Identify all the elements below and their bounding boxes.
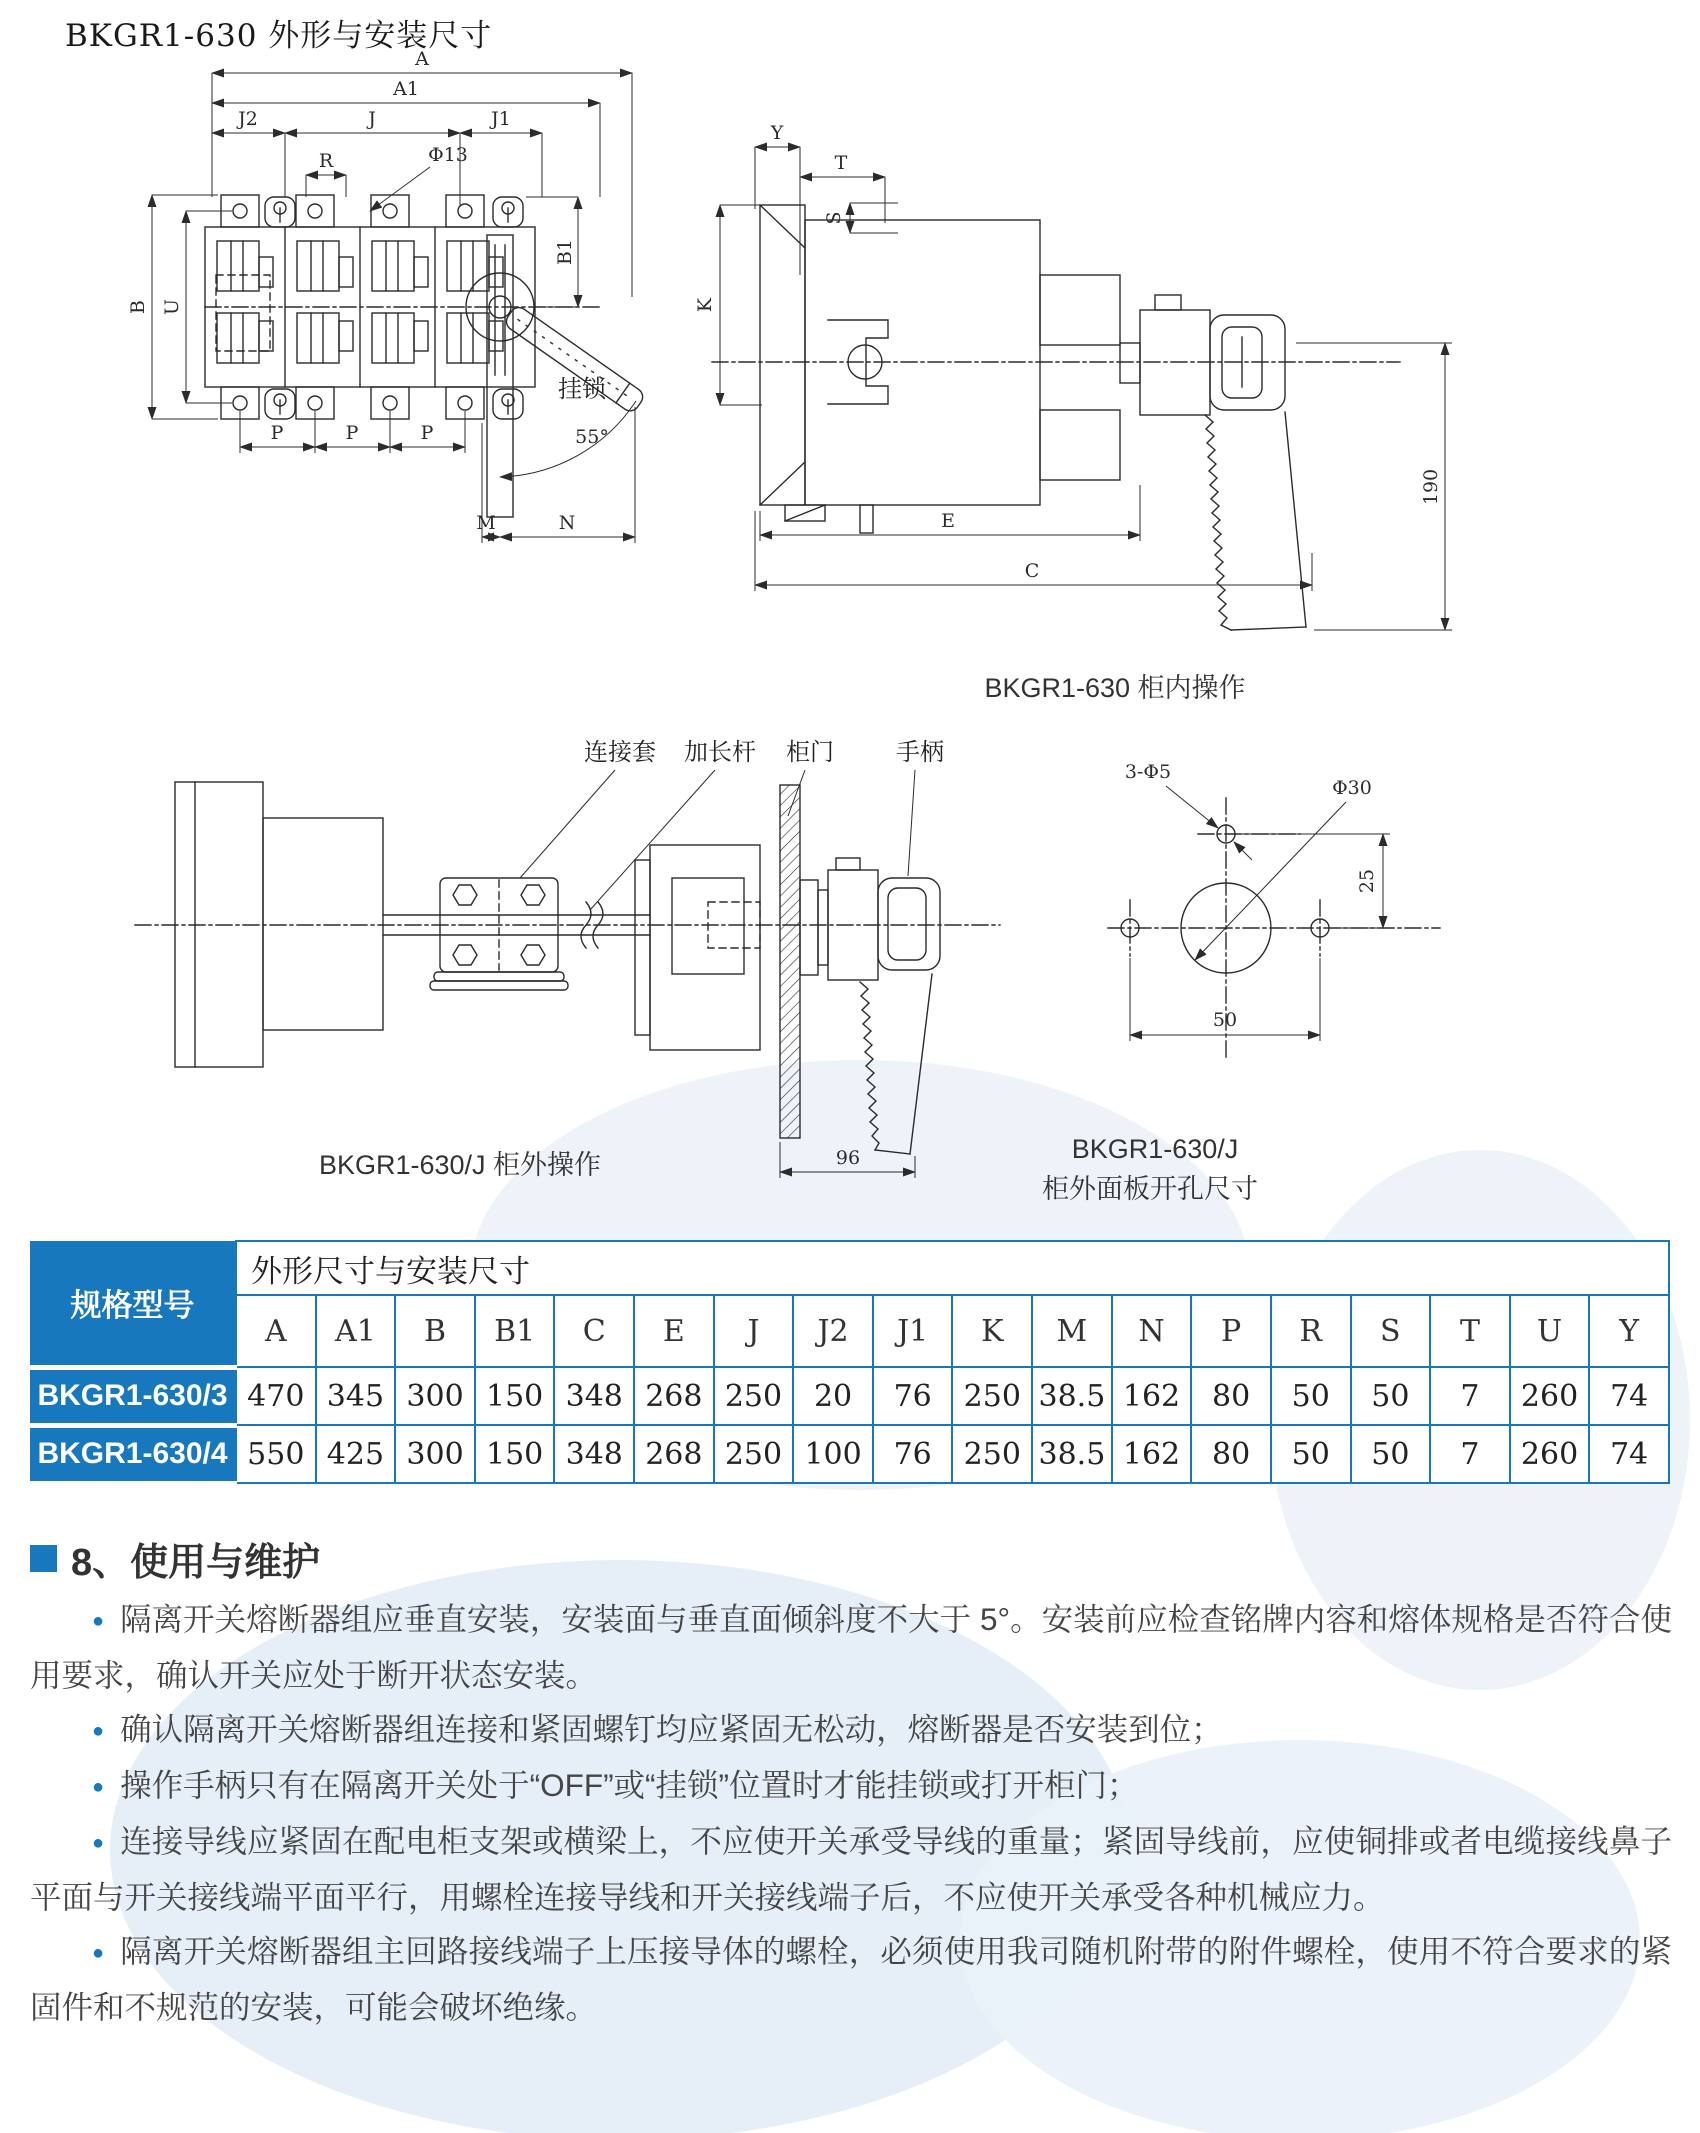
- value-cell-K: 250: [952, 1367, 1032, 1425]
- value-cell-J1: 76: [873, 1425, 953, 1483]
- value-cell-J: 250: [714, 1425, 794, 1483]
- value-cell-E: 268: [634, 1367, 714, 1425]
- value-cell-N: 162: [1112, 1425, 1192, 1483]
- front-view-body: [205, 195, 646, 517]
- dim-label-C: C: [1024, 560, 1040, 582]
- sleeve-label: 连接套: [584, 739, 656, 766]
- cabinet-inside-drawing: [694, 115, 1520, 725]
- bullet-dot-icon: ●: [92, 1610, 105, 1632]
- value-cell-J2: 100: [793, 1425, 873, 1483]
- column-header-P: P: [1191, 1295, 1271, 1367]
- column-header-Y: Y: [1589, 1295, 1669, 1367]
- hole-diameter-label: Φ13: [428, 144, 468, 166]
- value-cell-T: 7: [1430, 1367, 1510, 1425]
- dim-label-25: 25: [1356, 868, 1378, 894]
- dim-label-S: S: [823, 211, 845, 225]
- panel-holes-drawing: [1042, 750, 1570, 1220]
- model-cell: BKGR1-630/4: [30, 1425, 236, 1483]
- section-header: [30, 1531, 320, 1586]
- bullet-dot-icon: ●: [92, 1942, 105, 1964]
- column-header-A: A: [236, 1295, 316, 1367]
- angle-label: 55°: [575, 426, 609, 448]
- dim-label-B: B: [127, 300, 149, 314]
- dimensions-table: [30, 1240, 1670, 1486]
- column-header-J2: J2: [793, 1295, 873, 1367]
- section-title: 8、使用与维护: [71, 1542, 321, 1584]
- dim-label-N: N: [558, 512, 576, 534]
- value-cell-A1: 425: [316, 1425, 396, 1483]
- dim-label-190: 190: [1420, 468, 1442, 506]
- value-cell-J1: 76: [873, 1367, 953, 1425]
- value-cell-A: 470: [236, 1367, 316, 1425]
- bullet-text: 隔离开关熔断器组应垂直安装，安装面与垂直面倾斜度不大于 5°。安装前应检查铭牌内容和熔体规格是否符合使用要求，确认开关应处于断开状态安装。: [30, 1601, 1672, 1693]
- column-header-J: J: [714, 1295, 794, 1367]
- padlock-label: 挂锁: [558, 376, 606, 403]
- table-row: [30, 1367, 1669, 1425]
- dim-label-Y: Y: [770, 122, 784, 144]
- bullet-item: [30, 1758, 1672, 1814]
- model-cell: BKGR1-630/3: [30, 1367, 236, 1425]
- panel-holes-shapes: [1108, 798, 1440, 1060]
- bullet-text: 隔离开关熔断器组主回路接线端子上压接导体的螺栓，必须使用我司随机附带的附件螺栓，使用不符合要求的紧固件和不规范的安装，可能会破坏绝缘。: [30, 1933, 1672, 2025]
- column-header-K: K: [952, 1295, 1032, 1367]
- table-row: [30, 1425, 1669, 1483]
- value-cell-M: 38.5: [1032, 1425, 1112, 1483]
- value-cell-T: 7: [1430, 1425, 1510, 1483]
- dim-label-T: T: [834, 152, 848, 174]
- value-cell-N: 162: [1112, 1367, 1192, 1425]
- dim-label-A1: A1: [393, 78, 419, 100]
- bullet-item: [30, 1702, 1672, 1758]
- value-cell-B1: 150: [475, 1367, 555, 1425]
- column-header-B: B: [395, 1295, 475, 1367]
- bullet-item: [30, 1592, 1672, 1702]
- dim-label-A: A: [415, 48, 429, 70]
- column-header-R: R: [1271, 1295, 1351, 1367]
- value-cell-U: 260: [1510, 1425, 1590, 1483]
- value-cell-U: 260: [1510, 1367, 1590, 1425]
- dim-label-E: E: [941, 510, 955, 532]
- dim-label-50: 50: [1212, 1009, 1238, 1031]
- value-cell-B: 300: [395, 1367, 475, 1425]
- value-cell-B: 300: [395, 1425, 475, 1483]
- bullet-dot-icon: ●: [92, 1776, 105, 1798]
- front-view-drawing: [127, 45, 670, 695]
- dim-label-U: U: [161, 298, 183, 316]
- value-cell-Y: 74: [1589, 1367, 1669, 1425]
- column-header-B1: B1: [475, 1295, 555, 1367]
- bullet-dot-icon: ●: [92, 1832, 105, 1854]
- door-label: 柜门: [786, 739, 834, 766]
- cabinet-outside-drawing: [120, 730, 1020, 1190]
- rod-label: 加长杆: [684, 739, 756, 766]
- bullet-item: [30, 1924, 1672, 2034]
- spec-model-header: 规格型号: [30, 1241, 236, 1367]
- bullet-item: [30, 1814, 1672, 1924]
- dim-label-96: 96: [835, 1147, 861, 1169]
- value-cell-K: 250: [952, 1425, 1032, 1483]
- dim-label-J1: J1: [491, 108, 511, 130]
- column-header-M: M: [1032, 1295, 1112, 1367]
- value-cell-P: 80: [1191, 1367, 1271, 1425]
- value-cell-B1: 150: [475, 1425, 555, 1483]
- dim-label-P: P: [345, 422, 359, 444]
- handle-label: 手柄: [896, 739, 944, 766]
- value-cell-R: 50: [1271, 1425, 1351, 1483]
- cabinet-inside-body: [712, 205, 1400, 630]
- column-header-E: E: [634, 1295, 714, 1367]
- dim-label-B1: B1: [554, 238, 576, 266]
- value-cell-C: 348: [554, 1425, 634, 1483]
- dim-label-J2: J2: [238, 108, 258, 130]
- dim-label-P: P: [270, 422, 284, 444]
- panel-holes-caption-line1: BKGR1-630/J: [1071, 1134, 1239, 1164]
- front-view-dimension-lines: [152, 73, 636, 543]
- bullet-text: 确认隔离开关熔断器组连接和紧固螺钉均应紧固无松动，熔断器是否安装到位；: [120, 1711, 1223, 1747]
- value-cell-Y: 74: [1589, 1425, 1669, 1483]
- column-header-N: N: [1112, 1295, 1192, 1367]
- section-bullet-list: [30, 1592, 1672, 2034]
- bullet-text: 操作手柄只有在隔离开关处于“OFF”或“挂锁”位置时才能挂锁或打开柜门；: [120, 1767, 1139, 1803]
- value-cell-P: 80: [1191, 1425, 1271, 1483]
- column-header-C: C: [554, 1295, 634, 1367]
- dim-label-M: M: [476, 512, 496, 534]
- column-header-S: S: [1351, 1295, 1431, 1367]
- value-cell-S: 50: [1351, 1367, 1431, 1425]
- bullet-dot-icon: ●: [92, 1720, 105, 1742]
- value-cell-A1: 345: [316, 1367, 396, 1425]
- panel-holes-caption-line2: 柜外面板开孔尺寸: [1042, 1174, 1258, 1204]
- cabinet-outside-body: [135, 782, 1000, 1154]
- column-header-T: T: [1430, 1295, 1510, 1367]
- value-cell-S: 50: [1351, 1425, 1431, 1483]
- dim-label-P: P: [420, 422, 434, 444]
- value-cell-A: 550: [236, 1425, 316, 1483]
- value-cell-J2: 20: [793, 1367, 873, 1425]
- small-holes-label: 3-Φ5: [1124, 761, 1172, 783]
- column-header-A1: A1: [316, 1295, 396, 1367]
- section-square-icon: [30, 1545, 57, 1572]
- panel-holes-dimension-lines: [1130, 786, 1390, 1041]
- value-cell-E: 268: [634, 1425, 714, 1483]
- dim-label-J: J: [368, 108, 376, 130]
- value-cell-M: 38.5: [1032, 1367, 1112, 1425]
- dim-label-R: R: [318, 150, 334, 172]
- page-title: BKGR1-630 外形与安装尺寸: [65, 18, 493, 54]
- value-cell-J: 250: [714, 1367, 794, 1425]
- dim-label-K: K: [694, 297, 716, 313]
- big-hole-label: Φ30: [1332, 777, 1372, 799]
- column-header-row: [30, 1295, 1669, 1367]
- bullet-text: 连接导线应紧固在配电柜支架或横梁上，不应使开关承受导线的重量；紧固导线前，应使铜排或者电缆接线鼻子平面与开关接线端平面平行，用螺栓连接导线和开关接线端子后，不应使开关承受各种机械应力。: [30, 1823, 1672, 1915]
- column-header-J1: J1: [873, 1295, 953, 1367]
- value-cell-R: 50: [1271, 1367, 1351, 1425]
- cabinet-outside-caption: BKGR1-630/J 柜外操作: [318, 1150, 602, 1180]
- table-header-row: [30, 1241, 1669, 1295]
- value-cell-C: 348: [554, 1367, 634, 1425]
- column-header-U: U: [1510, 1295, 1590, 1367]
- cabinet-inside-caption: BKGR1-630 柜内操作: [984, 673, 1246, 703]
- group-header: 外形尺寸与安装尺寸: [236, 1241, 1669, 1295]
